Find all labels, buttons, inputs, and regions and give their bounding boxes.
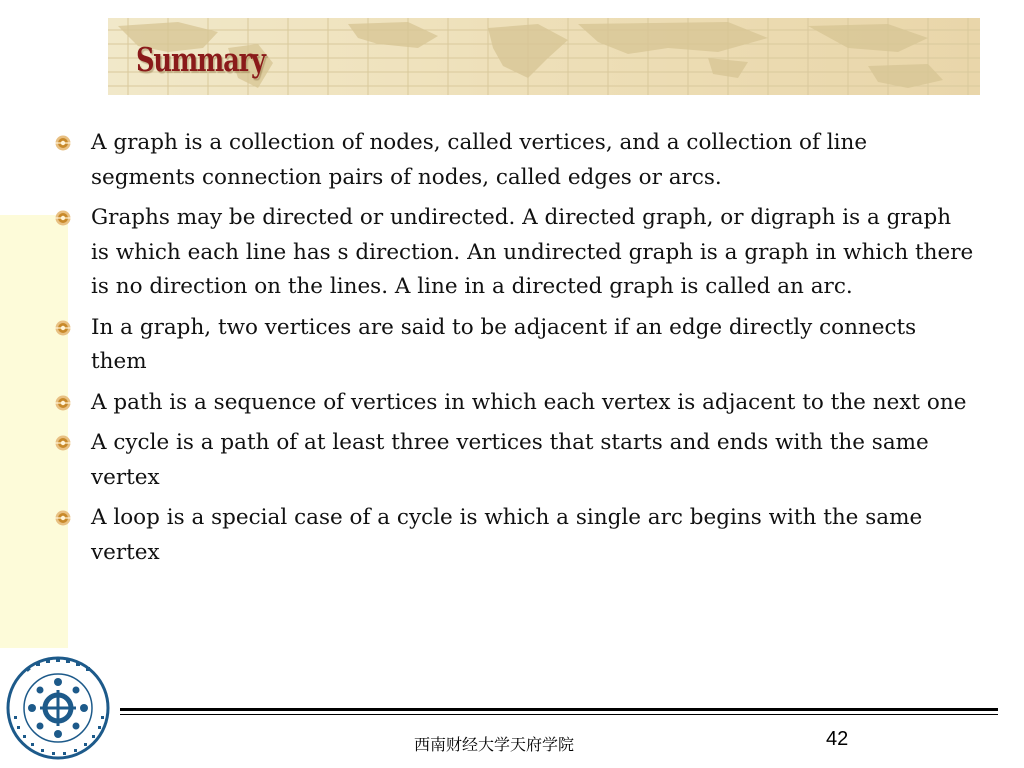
ringed-disc-bullet-icon [55, 320, 71, 336]
bullet-text: Graphs may be directed or undirected. A directed graph, or digraph is a graph is which each line has s direction. An undirected graph is a graph in which there is no direction on the lines. A line in a directed graph is called an arc. [91, 205, 974, 299]
bullet-text: In a graph, two vertices are said to be adjacent if an edge directly connects them [91, 314, 917, 374]
ringed-disc-bullet-icon [55, 135, 71, 151]
bullet-item [55, 126, 975, 195]
title-banner [108, 18, 980, 95]
bullet-text: A path is a sequence of vertices in which each vertex is adjacent to the next one [91, 389, 967, 415]
college-seal-logo [6, 656, 110, 760]
ringed-disc-bullet-icon [55, 210, 71, 226]
bullet-text: A loop is a special case of a cycle is which a single arc begins with the same vertex [91, 505, 923, 565]
footer-divider [120, 708, 998, 711]
ringed-disc-bullet-icon [55, 395, 71, 411]
ringed-disc-bullet-icon [55, 435, 71, 451]
page-number: 42 [826, 728, 849, 750]
ringed-disc-bullet-icon [55, 510, 71, 526]
bullet-list [55, 126, 975, 576]
bullet-item [55, 311, 975, 380]
bullet-item [55, 201, 975, 305]
bullet-item [55, 426, 975, 495]
slide-title: Summary [136, 40, 265, 79]
bullet-text: A graph is a collection of nodes, called vertices, and a collection of line segments connection pairs of nodes, called edges or arcs. [91, 130, 868, 190]
bullet-text: A cycle is a path of at least three vertices that starts and ends with the same vertex [91, 430, 929, 490]
footer-institution: 西南财经大学天府学院 [414, 735, 575, 754]
footer-divider-thin [120, 714, 998, 715]
bullet-item [55, 386, 975, 421]
bullet-item [55, 501, 975, 570]
